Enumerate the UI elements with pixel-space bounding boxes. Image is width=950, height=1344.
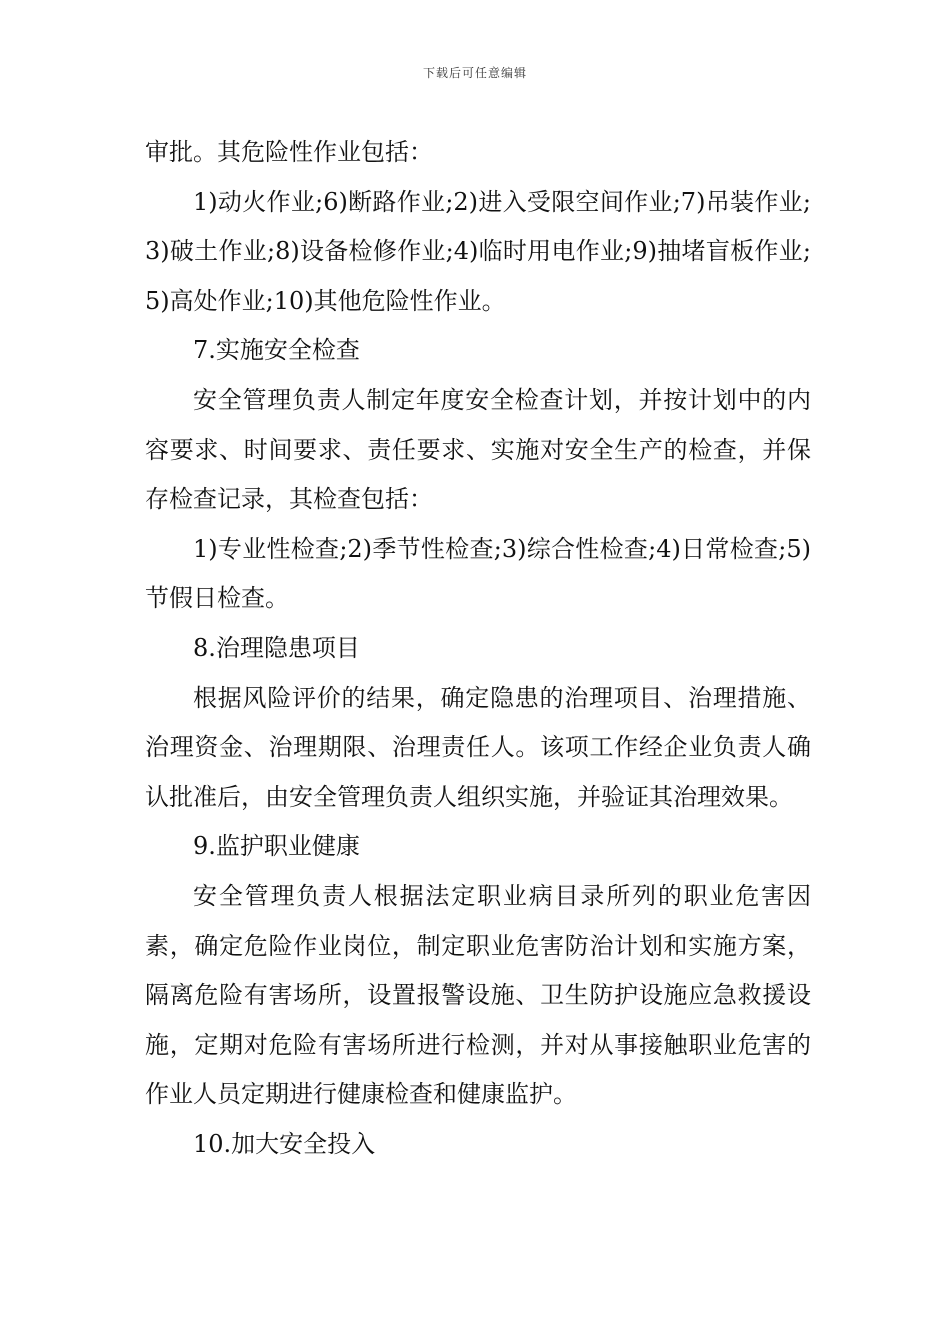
paragraph: 安全管理负责人根据法定职业病目录所列的职业危害因素，确定危险作业岗位，制定职业危害防治计划和实施方案，隔离危险有害场所，设置报警设施、卫生防护设施应急救援设施，定期对危险有害场所进行检测，并对从事接触职业危害的作业人员定期进行健康检查和健康监护。 [145,881,811,1109]
paragraph: 1)专业性检查;2)季节性检查;3)综合性检查;4)日常检查;5)节假日检查。 [145,534,811,613]
section-heading: 9.监护职业健康 [193,832,360,861]
section-heading: 7.实施安全检查 [193,336,360,365]
page-header: 下载后可任意编辑 [422,66,527,80]
paragraph: 根据风险评价的结果，确定隐患的治理项目、治理措施、治理资金、治理期限、治理责任人。该项工作经企业负责人确认批准后，由安全管理负责人组织实施，并验证其治理效果。 [145,683,811,811]
paragraph: 审批。其危险性作业包括： [145,138,433,166]
paragraph: 1)动火作业;6)断路作业;2)进入受限空间作业;7)吊装作业;3)破土作业;8)设备检修作业;4)临时用电作业;9)抽堵盲板作业;5)高处作业;10)其他危险性作业。 [145,187,811,315]
paragraph: 安全管理负责人制定年度安全检查计划，并按计划中的内容要求、时间要求、责任要求、实施对安全生产的检查，并保存检查记录，其检查包括： [145,385,811,514]
section-heading: 10.加大安全投入 [193,1129,376,1158]
section-heading: 8.治理隐患项目 [193,633,360,662]
document-body [145,128,811,1169]
